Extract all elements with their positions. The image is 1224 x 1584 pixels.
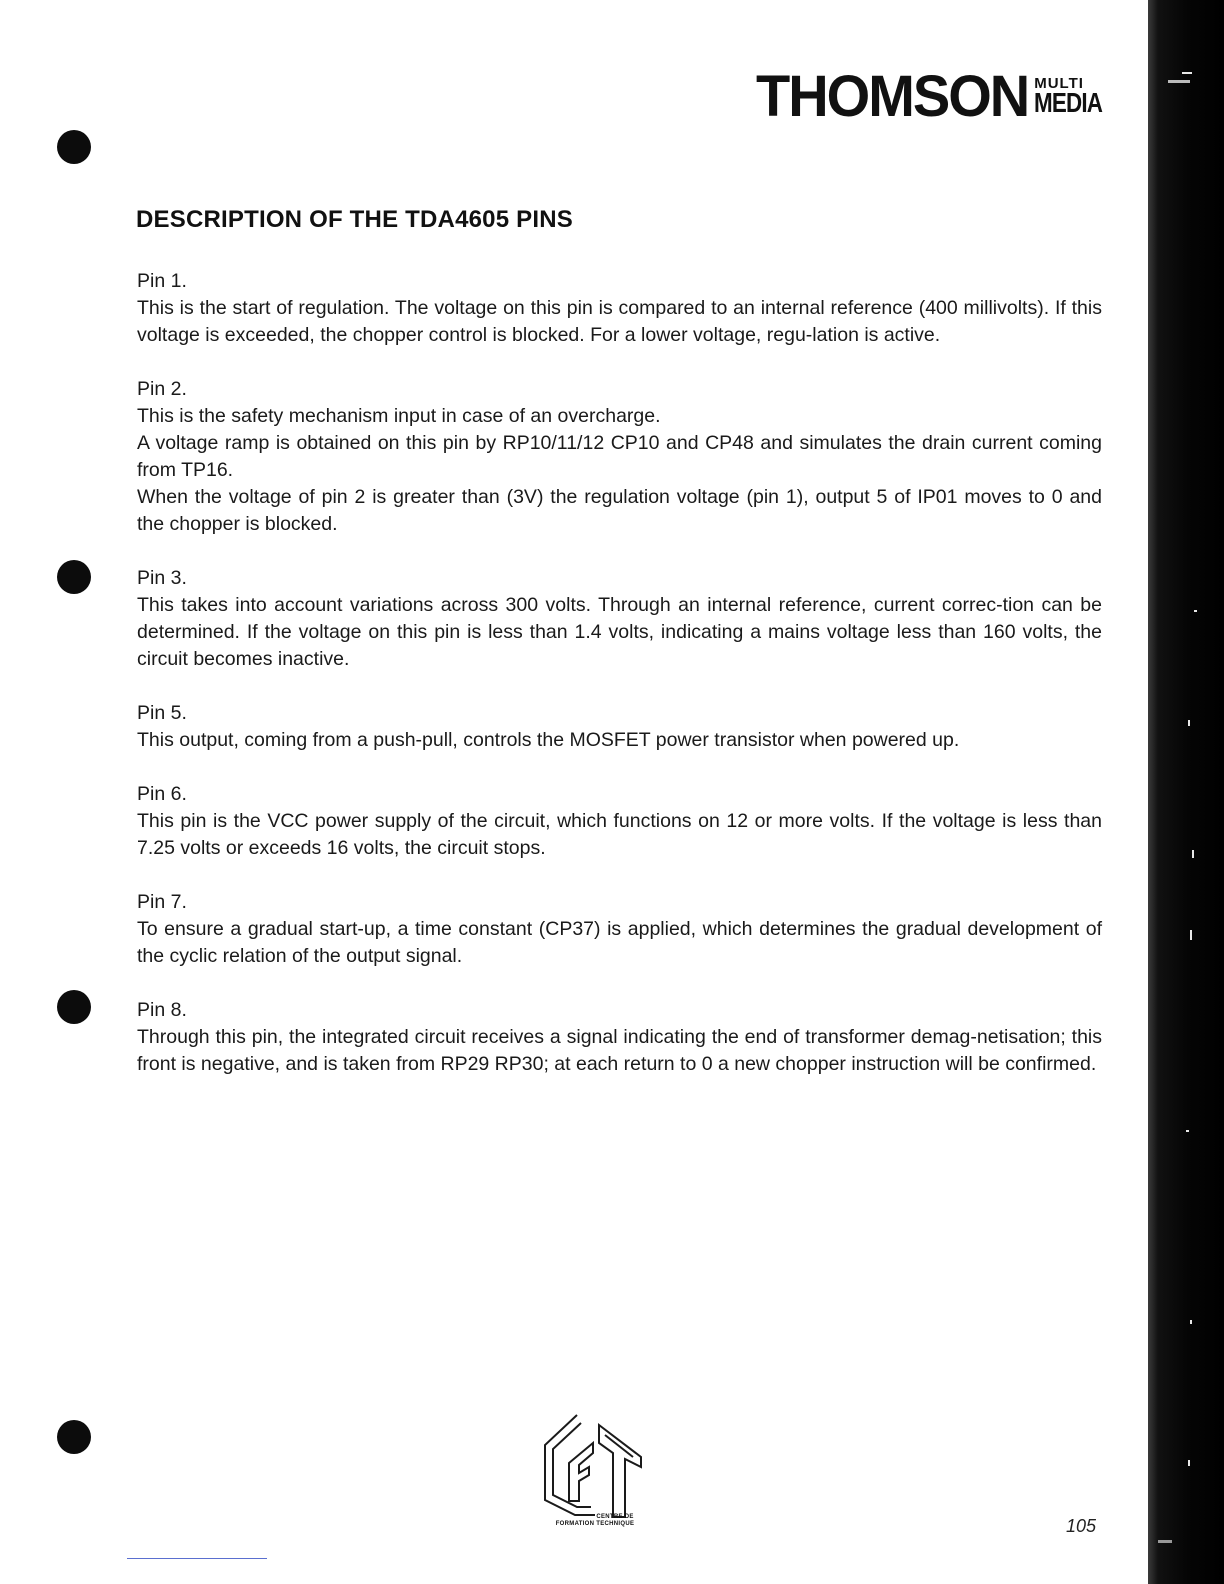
binder-hole-icon [57, 990, 91, 1024]
binder-hole-icon [57, 560, 91, 594]
pin-heading: Pin 7. [137, 891, 187, 913]
binder-hole-icon [57, 1420, 91, 1454]
section-pin-3 [137, 565, 1102, 673]
brand-logo [756, 62, 1119, 129]
pin-descriptions [137, 268, 1102, 1105]
cft-logo-caption [535, 1514, 655, 1528]
section-pin-8 [137, 997, 1102, 1078]
paragraph: This takes into account variations across 300 volts. Through an internal reference, current correc-tion can be determined. If the voltage on this pin is less than 1.4 volts, indicating a mains voltage less than 160 volts, the circuit becomes inactive. [137, 594, 1102, 670]
paragraph: Through this pin, the integrated circuit receives a signal indicating the end of transformer demag-netisation; this front is negative, and is taken from RP29 RP30; at each return to 0 a new chopper instruction will be confirmed. [137, 1026, 1102, 1075]
paragraph: This is the safety mechanism input in case of an overcharge. [137, 405, 661, 427]
paragraph: This output, coming from a push-pull, controls the MOSFET power transistor when powered up. [137, 729, 960, 751]
pin-heading: Pin 3. [137, 567, 187, 589]
paragraph: This pin is the VCC power supply of the circuit, which functions on 12 or more volts. If the voltage is less than 7.25 volts or exceeds 16 volts, the circuit stops. [137, 810, 1102, 859]
paragraph: This is the start of regulation. The voltage on this pin is compared to an internal reference (400 millivolts). If this voltage is exceeded, the chopper control is blocked. For a lower voltage, regu-lation is active. [137, 297, 1102, 346]
cft-caption-line1: CENTRE DE [596, 1514, 634, 1520]
paragraph: To ensure a gradual start-up, a time constant (CP37) is applied, which determines the gradual development of the cyclic relation of the output signal. [137, 918, 1102, 967]
page-number: 105 [1066, 1516, 1097, 1536]
binder-hole-icon [57, 130, 91, 164]
pin-heading: Pin 1. [137, 270, 187, 292]
cft-caption-line2: FORMATION TECHNIQUE [555, 1521, 635, 1527]
page-title: DESCRIPTION OF THE TDA4605 PINS [136, 206, 573, 233]
brand-subtitle [1034, 76, 1119, 117]
paragraph: When the voltage of pin 2 is greater than (3V) the regulation voltage (pin 1), output 5 of IP01 moves to 0 and the chopper is blocked. [137, 486, 1102, 535]
pin-heading: Pin 2. [137, 378, 187, 400]
pin-heading: Pin 8. [137, 999, 187, 1021]
pin-heading: Pin 5. [137, 702, 187, 724]
section-pin-6 [137, 781, 1102, 862]
pin-heading: Pin 6. [137, 783, 187, 805]
section-pin-7 [137, 889, 1102, 970]
brand-sub-bottom: MEDIA [1034, 86, 1103, 118]
scan-edge-strip [1148, 0, 1224, 1584]
brand-name: THOMSON [756, 62, 1029, 129]
section-pin-2 [137, 376, 1102, 538]
footer-rule [127, 1558, 267, 1559]
paragraph: A voltage ramp is obtained on this pin by RP10/11/12 CP10 and CP48 and simulates the drain current coming from TP16. [137, 432, 1102, 481]
brand-sub-top: MULTI [1034, 74, 1084, 92]
section-pin-5 [137, 700, 1102, 754]
section-pin-1 [137, 268, 1102, 349]
